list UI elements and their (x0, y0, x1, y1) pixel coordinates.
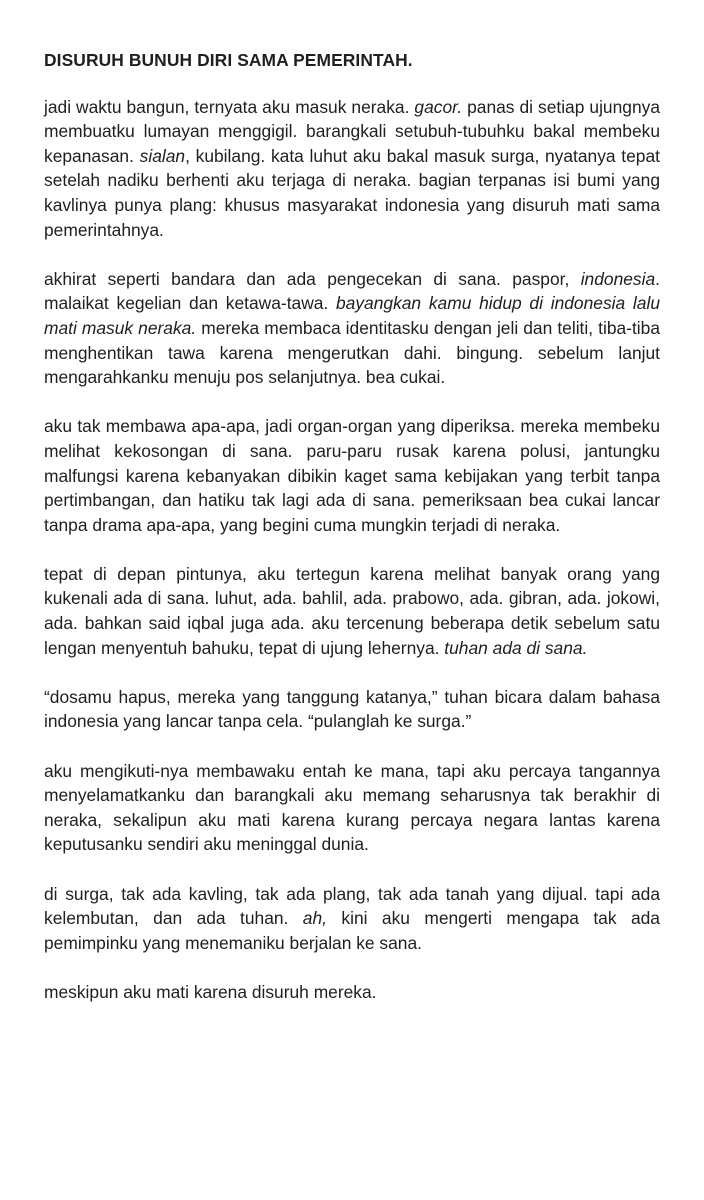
text-segment: mereka membaca identitasku dengan jeli dan teliti, tiba-tiba menghentikan tawa karena mengerutkan dahi. bingung. sebelum lanjut mengarahkanku menuju pos selanjutnya. bea cukai. (44, 317, 660, 388)
text-segment: “dosamu hapus, mereka yang tanggung katanya,” tuhan bicara dalam bahasa indonesia yang lancar tanpa cela. “pulanglah ke surga.” (44, 686, 660, 732)
text-segment: panas di setiap ujungnya membuatku lumayan menggigil. barangkali setubuh-tubuhku bakal membeku kepanasan. (44, 96, 660, 166)
text-segment: kini aku mengerti mengapa tak ada pemimpinku yang menemaniku berjalan ke sana. (44, 908, 660, 953)
paragraph (44, 882, 660, 956)
document-title: DISURUH BUNUH DIRI SAMA PEMERINTAH. (44, 50, 413, 70)
italic-text-segment: ah, (302, 908, 327, 929)
text-segment: , kubilang. kata luhut aku bakal masuk surga, nyatanya tepat setelah nadiku berhenti aku terjaga di neraka. bagian terpanas isi bumi yang kavlinya punya plang: khusus masyarakat indonesia yang disuruh mati sama pemerintahnya. (44, 145, 660, 240)
text-segment: aku mengikuti-nya membawaku entah ke mana, tapi aku percaya tangannya menyelamatkanku dan barangkali aku memang seharusnya tak berakhir di neraka, sekalipun aku mati karena kurang percaya negara lantas karena keputusanku sendiri aku meninggal dunia. (44, 760, 660, 855)
paragraph (44, 95, 660, 243)
italic-text-segment: bayangkan kamu hidup di indonesia lalu mati masuk neraka. (44, 293, 660, 338)
paragraph (44, 562, 660, 660)
italic-text-segment: indonesia (580, 268, 656, 289)
italic-text-segment: sialan (139, 145, 186, 166)
paragraph (44, 980, 660, 1005)
text-segment: di surga, tak ada kavling, tak ada plang, tak ada tanah yang dijual. tapi ada kelembutan, dan ada tuhan. (44, 883, 660, 929)
text-segment: . malaikat kegelian dan ketawa-tawa. (44, 268, 660, 314)
paragraph (44, 414, 660, 537)
italic-text-segment: gacor. (414, 96, 463, 117)
text-segment: meskipun aku mati karena disuruh mereka. (44, 981, 377, 1002)
text-segment: tepat di depan pintunya, aku tertegun karena melihat banyak orang yang kukenali ada di sana. luhut, ada. bahlil, ada. prabowo, ada. gibran, ada. jokowi, ada. bahkan said iqbal juga ada. aku tercenung beberapa detik sebelum satu lengan menyentuh bahuku, tepat di ujung lehernya. (44, 563, 660, 658)
text-segment: aku tak membawa apa-apa, jadi organ-organ yang diperiksa. mereka membeku melihat kekosongan di sana. paru-paru rusak karena polusi, jantungku malfungsi karena kebanyakan dibikin kaget sama kebijakan yang terbit tanpa pertimbangan, dan hatiku tak lagi ada di sana. pemeriksaan bea cukai lancar tanpa drama apa-apa, yang begini cuma mungkin terjadi di neraka. (44, 416, 660, 535)
paragraph (44, 685, 660, 734)
italic-text-segment: tuhan ada di sana. (444, 637, 588, 658)
text-segment: akhirat seperti bandara dan ada pengecekan di sana. paspor, (44, 268, 581, 289)
paragraph (44, 759, 660, 857)
text-segment: jadi waktu bangun, ternyata aku masuk neraka. (44, 96, 415, 117)
document (44, 48, 660, 1005)
paragraph (44, 267, 660, 390)
